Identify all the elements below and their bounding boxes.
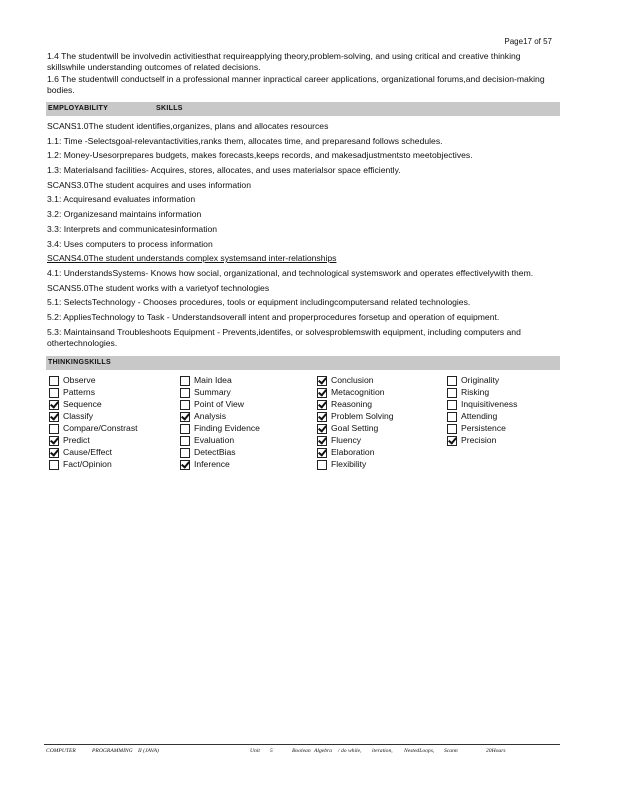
skill-checkbox-row[interactable] <box>180 423 317 435</box>
unchecked-checkbox-icon[interactable] <box>49 460 59 470</box>
skill-label: Flexibility <box>331 459 367 470</box>
skill-label: Reasoning <box>331 399 373 410</box>
skill-checkbox-row[interactable] <box>180 411 317 423</box>
skill-label: Precision <box>461 435 497 446</box>
skill-checkbox-row[interactable] <box>49 375 180 387</box>
skill-checkbox-row[interactable] <box>317 411 447 423</box>
footer-divider <box>44 744 560 745</box>
skill-label: Risking <box>461 387 490 398</box>
intro-paragraph-1: 1.4 The studentwill be involvedin activitiesthat requireapplying theory,problem-solving, and using critical and creative thinking skillswhile understanding outcomes of related decisions. <box>47 51 521 72</box>
skill-label: Main Idea <box>194 375 232 386</box>
footer-item: 20Hours <box>486 748 506 754</box>
unchecked-checkbox-icon[interactable] <box>447 412 457 422</box>
skill-checkbox-row[interactable] <box>180 447 317 459</box>
skill-checkbox-row[interactable] <box>317 375 447 387</box>
skill-checkbox-row[interactable] <box>49 459 180 471</box>
skill-checkbox-row[interactable] <box>49 423 180 435</box>
checked-checkbox-icon[interactable] <box>49 400 59 410</box>
skills-column-2 <box>180 375 317 471</box>
unchecked-checkbox-icon[interactable] <box>180 424 190 434</box>
employability-line: 3.1: Acquiresand evaluates information <box>47 194 196 205</box>
skill-checkbox-row[interactable] <box>49 399 180 411</box>
footer-item: iteration, <box>372 748 393 754</box>
unchecked-checkbox-icon[interactable] <box>180 388 190 398</box>
skill-checkbox-row[interactable] <box>317 399 447 411</box>
page-footer <box>46 748 560 754</box>
skill-checkbox-row[interactable] <box>180 375 317 387</box>
skill-label: Summary <box>194 387 231 398</box>
checked-checkbox-icon[interactable] <box>317 400 327 410</box>
employability-line: 5.1: SelectsTechnology - Chooses procedures, tools or equipment includingcomputersand related technologies. <box>47 297 471 308</box>
page-number: Page17 of 57 <box>504 37 552 46</box>
employability-skills-header <box>46 102 560 116</box>
skill-checkbox-row[interactable] <box>317 447 447 459</box>
skill-label: Fact/Opinion <box>63 459 112 470</box>
unchecked-checkbox-icon[interactable] <box>49 376 59 386</box>
unchecked-checkbox-icon[interactable] <box>447 424 457 434</box>
skill-label: DetectBias <box>194 447 236 458</box>
footer-item: COMPUTER <box>46 748 76 754</box>
unchecked-checkbox-icon[interactable] <box>180 400 190 410</box>
skill-label: Classify <box>63 411 94 422</box>
skill-label: Point of View <box>194 399 245 410</box>
skill-label: Problem Solving <box>331 411 394 422</box>
skill-label: Cause/Effect <box>63 447 113 458</box>
footer-item: II (JAVA) <box>138 748 159 754</box>
unchecked-checkbox-icon[interactable] <box>180 376 190 386</box>
employability-header-right: SKILLS <box>156 105 183 112</box>
checked-checkbox-icon[interactable] <box>49 412 59 422</box>
skill-label: Finding Evidence <box>194 423 260 434</box>
employability-line: 1.1: Time -Selectsgoal-relevantactivities,ranks them, allocates time, and preparesand follows schedules. <box>47 135 443 146</box>
skill-checkbox-row[interactable] <box>49 435 180 447</box>
footer-item: 5 <box>270 748 273 754</box>
skill-label: Attending <box>461 411 498 422</box>
skill-label: Goal Setting <box>331 423 379 434</box>
skill-checkbox-row[interactable] <box>180 435 317 447</box>
employability-line: SCANS1.0The student identifies,organizes, plans and allocates resources <box>47 121 329 131</box>
checked-checkbox-icon[interactable] <box>317 436 327 446</box>
footer-item: Scann <box>444 748 458 754</box>
unchecked-checkbox-icon[interactable] <box>180 448 190 458</box>
skill-label: Compare/Constrast <box>63 423 138 434</box>
skill-checkbox-row[interactable] <box>317 387 447 399</box>
skill-label: Patterns <box>63 387 96 398</box>
skill-checkbox-row[interactable] <box>49 447 180 459</box>
checked-checkbox-icon[interactable] <box>447 436 457 446</box>
unchecked-checkbox-icon[interactable] <box>447 376 457 386</box>
employability-line: 3.3: Interprets and communicatesinformation <box>47 223 218 234</box>
skill-label: Inference <box>194 459 230 470</box>
skill-label: Inquisitiveness <box>461 399 518 410</box>
footer-item: / do while, <box>338 748 362 754</box>
checked-checkbox-icon[interactable] <box>317 424 327 434</box>
skill-checkbox-row[interactable] <box>447 423 557 435</box>
employability-header-left: EMPLOYABILITY <box>48 105 109 112</box>
unchecked-checkbox-icon[interactable] <box>180 436 190 446</box>
unchecked-checkbox-icon[interactable] <box>447 400 457 410</box>
employability-line: 4.1: UnderstandsSystems- Knows how social, organizational, and technological systemswork and operates effectivelywith them. <box>47 267 534 278</box>
skill-label: Elaboration <box>331 447 375 458</box>
intro-paragraph-2: 1.6 The studentwill conductself in a professional manner inpractical career applications, organizational forums,and decision-making bodies. <box>47 74 545 95</box>
checked-checkbox-icon[interactable] <box>180 412 190 422</box>
thinking-skills-header: THINKINGSKILLS <box>46 356 560 370</box>
skill-checkbox-row[interactable] <box>447 387 557 399</box>
employability-line: 3.4: Uses computers to process information <box>47 238 213 249</box>
employability-line: SCANS5.0The student works with a varietyof technologies <box>47 282 270 293</box>
skill-checkbox-row[interactable] <box>317 423 447 435</box>
employability-line: SCANS4.0The student understands complex systemsand inter-relationships <box>47 253 337 264</box>
footer-item: Algebra <box>314 748 333 754</box>
document-body <box>46 51 560 471</box>
checked-checkbox-icon[interactable] <box>317 388 327 398</box>
employability-line: SCANS3.0The student acquires and uses information <box>47 179 251 190</box>
employability-line: 1.3: Materialsand facilities- Acquires, stores, allocates, and uses materialsor space efficiently. <box>47 165 401 176</box>
employability-list <box>46 121 560 349</box>
skill-checkbox-row[interactable] <box>447 375 557 387</box>
skills-column-4 <box>447 375 557 471</box>
footer-item: PROGRAMMING <box>92 748 133 754</box>
skill-checkbox-row[interactable] <box>317 435 447 447</box>
skill-label: Analysis <box>194 411 226 422</box>
skill-checkbox-row[interactable] <box>180 399 317 411</box>
skill-label: Metacognition <box>331 387 385 398</box>
skill-checkbox-row[interactable] <box>317 459 447 471</box>
skill-checkbox-row[interactable] <box>180 459 317 471</box>
skill-label: Sequence <box>63 399 102 410</box>
footer-item: Boolean <box>292 748 311 754</box>
skill-label: Persistence <box>461 423 506 434</box>
checked-checkbox-icon[interactable] <box>317 448 327 458</box>
skill-checkbox-row[interactable] <box>49 411 180 423</box>
skill-label: Evaluation <box>194 435 235 446</box>
employability-line: 5.3: Maintainsand Troubleshoots Equipment - Prevents,identifes, or solvesproblemswith equipment, including computers and othertechnologies. <box>47 326 521 348</box>
unchecked-checkbox-icon[interactable] <box>317 460 327 470</box>
skill-label: Observe <box>63 375 96 386</box>
employability-line: 1.2: Money-Usesorprepares budgets, makes forecasts,keeps records, and makesadjustmentsto meetobjectives. <box>47 150 473 161</box>
unchecked-checkbox-icon[interactable] <box>447 388 457 398</box>
checked-checkbox-icon[interactable] <box>317 412 327 422</box>
skill-label: Conclusion <box>331 375 374 386</box>
skill-checkbox-row[interactable] <box>447 411 557 423</box>
unchecked-checkbox-icon[interactable] <box>49 424 59 434</box>
skill-checkbox-row[interactable] <box>447 399 557 411</box>
skill-label: Fluency <box>331 435 362 446</box>
skills-column-1 <box>49 375 180 471</box>
footer-item: NestedLoops, <box>404 748 435 754</box>
checked-checkbox-icon[interactable] <box>49 436 59 446</box>
employability-line: 5.2: AppliesTechnology to Task - Understandsoverall intent and properprocedures forsetup and operation of equipment. <box>47 311 500 322</box>
footer-item: Unit <box>250 748 260 754</box>
skill-checkbox-row[interactable] <box>49 387 180 399</box>
checked-checkbox-icon[interactable] <box>180 460 190 470</box>
skill-checkbox-row[interactable] <box>180 387 317 399</box>
checked-checkbox-icon[interactable] <box>49 448 59 458</box>
thinking-skills-grid <box>46 375 560 471</box>
skill-checkbox-row[interactable] <box>447 435 557 447</box>
skill-label: Predict <box>63 435 90 446</box>
unchecked-checkbox-icon[interactable] <box>49 388 59 398</box>
skills-column-3 <box>317 375 447 471</box>
skill-label: Originality <box>461 375 500 386</box>
checked-checkbox-icon[interactable] <box>317 376 327 386</box>
employability-line: 3.2: Organizesand maintains information <box>47 209 202 220</box>
